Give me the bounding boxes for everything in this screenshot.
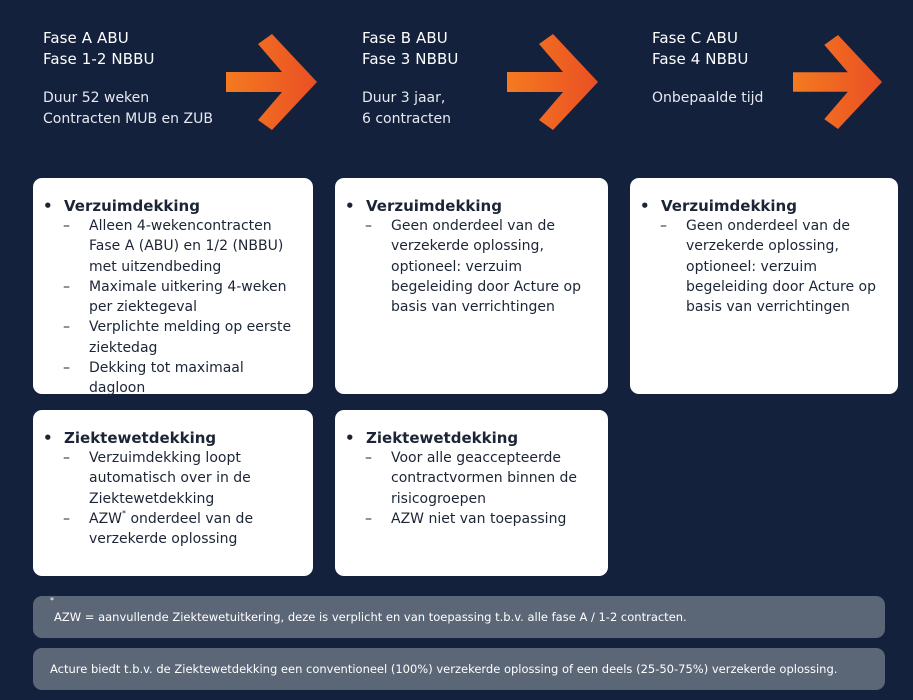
list-item: – AZW niet van toepassing — [365, 510, 567, 527]
list-item: – Geen onderdeel van de verzekerde oplossing, optioneel: verzuim begeleiding door Acture op basis van verrichtingen — [365, 218, 581, 316]
phase-a-header — [43, 28, 213, 130]
phase-c-header — [652, 28, 763, 109]
bullet-icon: • — [43, 429, 53, 447]
card-a-ziektewetdekking — [33, 410, 313, 576]
phase-c-desc-1: Onbepaalde tijd — [652, 90, 764, 106]
bullet-icon: • — [43, 197, 53, 215]
list-item: – Verplichte melding op eerste ziektedag — [63, 319, 292, 356]
bullet-icon: • — [345, 429, 355, 447]
phase-a-title-2: Fase 1-2 NBBU — [43, 50, 155, 68]
card-b-ziektewetdekking — [335, 410, 608, 576]
card-b-verzuimdekking — [335, 178, 608, 394]
arrow-right-icon — [226, 34, 318, 130]
phase-b-header — [362, 28, 458, 130]
phase-c-title-2: Fase 4 NBBU — [652, 50, 749, 68]
phase-b-title-2: Fase 3 NBBU — [362, 50, 459, 68]
list-item: – Voor alle geaccepteerde contractvormen binnen de risicogroepen — [365, 450, 578, 507]
card-heading: • Verzuimdekking — [345, 197, 502, 215]
card-heading: • Verzuimdekking — [640, 197, 797, 215]
card-heading: • Ziektewetdekking — [345, 429, 519, 447]
bullet-icon: • — [345, 197, 355, 215]
list-item: – Verzuimdekking loopt automatisch over in de Ziektewetdekking — [63, 450, 251, 507]
card-heading: • Ziektewetdekking — [43, 429, 217, 447]
phase-b-title-1: Fase B ABU — [362, 29, 448, 47]
list-item: – AZW* onderdeel van de verzekerde oplossing — [63, 508, 254, 548]
note-acture: Acture biedt t.b.v. de Ziektewetdekking een conventioneel (100%) verzekerde oplossing of een deels (25-50-75%) verzekerde oplossing. — [33, 648, 885, 690]
phase-a-title-1: Fase A ABU — [43, 29, 129, 47]
note-azw: *AZW = aanvullende Ziektewetuitkering, deze is verplicht en van toepassing t.b.v. alle fase A / 1-2 contracten. — [33, 596, 885, 638]
phase-b-desc-2: 6 contracten — [362, 111, 451, 127]
list-item: – Alleen 4-wekencontracten Fase A (ABU) en 1/2 (NBBU) met uitzendbeding — [63, 218, 284, 275]
phase-b-desc-1: Duur 3 jaar, — [362, 90, 446, 106]
list-item: – Dekking tot maximaal dagloon — [63, 360, 244, 397]
phase-a-desc-2: Contracten MUB en ZUB — [43, 111, 213, 127]
list-item: – Geen onderdeel van de verzekerde oplossing, optioneel: verzuim begeleiding door Acture op basis van verrichtingen — [660, 218, 876, 316]
phase-a-desc-1: Duur 52 weken — [43, 90, 150, 106]
card-c-verzuimdekking — [630, 178, 898, 394]
list-item: – Maximale uitkering 4-weken per ziektegeval — [63, 278, 287, 316]
card-heading: • Verzuimdekking — [43, 197, 200, 215]
bullet-icon: • — [640, 197, 650, 215]
arrow-right-icon — [793, 34, 883, 130]
phase-c-title-1: Fase C ABU — [652, 29, 739, 47]
arrow-right-icon — [507, 34, 599, 130]
card-a-verzuimdekking — [33, 178, 313, 397]
